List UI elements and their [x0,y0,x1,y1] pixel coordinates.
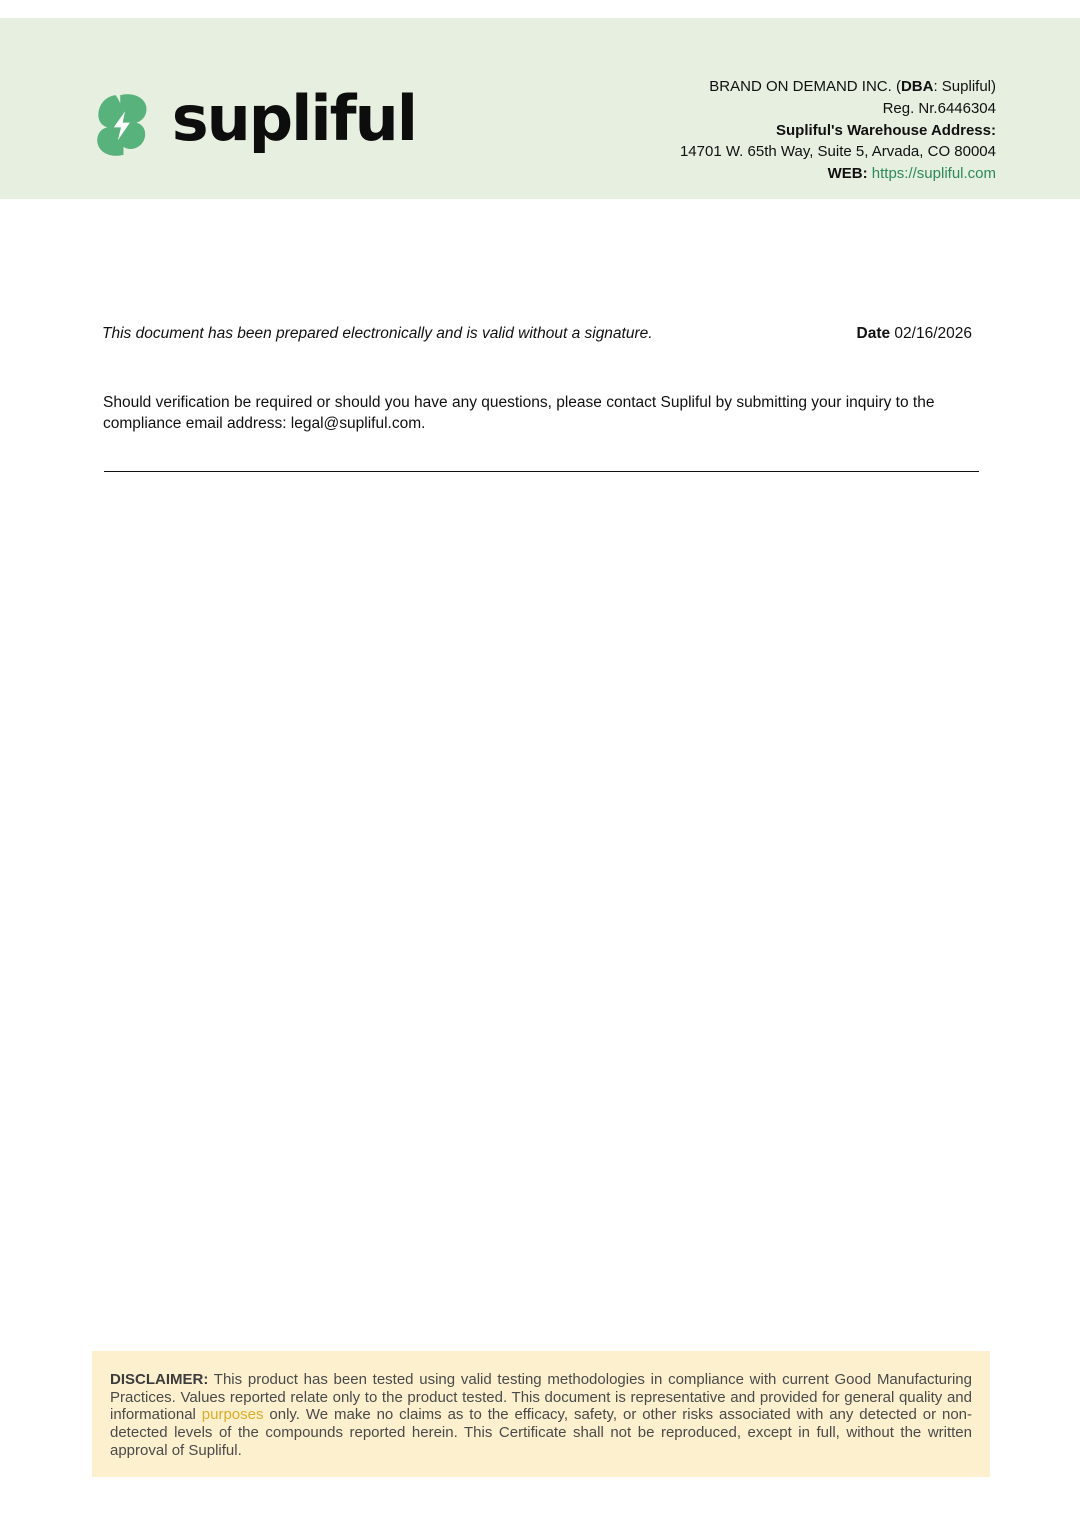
electronic-signature-note: This document has been prepared electronically and is valid without a signature. [102,325,653,342]
dba-label: DBA [900,78,934,95]
website-link[interactable]: https://supliful.com [871,165,996,183]
date-value: 02/16/2026 [894,325,972,342]
verification-paragraph: Should verification be required or should you have any questions, please contact Supliful by submitting your inquiry to the compliance email address: legal@supliful.com. [103,394,935,432]
warehouse-label: Supliful's Warehouse Address: [776,121,996,139]
disclaimer-text [110,1371,972,1460]
registration-number: Reg. Nr.6446304 [882,99,996,117]
web-label: WEB: [827,165,868,183]
warehouse-address: 14701 W. 65th Way, Suite 5, Arvada, CO 80004 [679,143,996,161]
logo-wordmark: supliful [171,82,416,155]
disclaimer-label: DISCLAIMER: [110,1371,209,1388]
dba-value: : Supliful) [933,78,996,95]
lightning-bolt-icon [96,84,148,166]
disclaimer-text-part-2: only. We make no claims as to the efficacy, safety, or other risks associated with any detected or non-detected levels of the compounds reported herein. This Certificate shall not be reproduced, except in full, without the written approval of Supliful. [110,1406,973,1459]
divider-line [104,471,979,472]
disclaimer-highlight: purposes [201,1406,264,1424]
letterhead [0,18,1080,199]
disclaimer-text-part-1: This product has been tested using valid testing methodologies in compliance with current Good Manufacturing Practices. Values reported relate only to the product tested. This document is representative and provided for general quality and informational [110,1371,972,1424]
web-line [680,163,996,185]
company-name-line [680,76,996,98]
company-name: BRAND ON DEMAND INC. ( [709,78,901,95]
date-label: Date [856,325,891,342]
company-info [680,76,996,185]
disclaimer-box [92,1351,990,1477]
document-date [857,325,973,343]
supliful-logo [92,76,416,174]
